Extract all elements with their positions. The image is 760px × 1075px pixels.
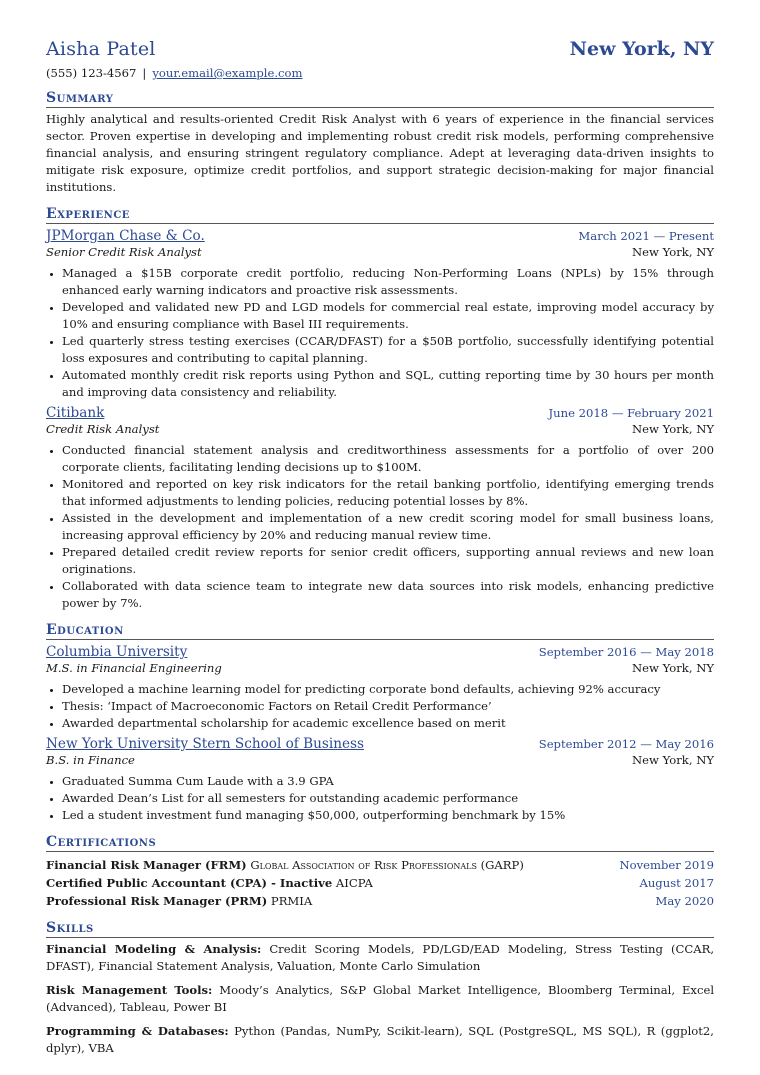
degree: B.S. in Finance	[46, 753, 135, 767]
job-city: New York, NY	[632, 245, 714, 259]
certification-row	[46, 856, 714, 874]
school-dates: September 2012 — May 2016	[538, 737, 714, 751]
skill-group	[46, 941, 714, 975]
email-link[interactable]: your.email@example.com	[152, 66, 303, 80]
job-bullet: • Conducted financial statement analysis and creditworthiness assessments for a portfolio of over 200 corporate clients, facilitating lending decisions up to $100M.	[62, 442, 714, 476]
employer-link[interactable]: Citibank	[46, 405, 105, 421]
job-bullet: • Automated monthly credit risk reports using Python and SQL, cutting reporting time by 30 hours per month and improving data consistency and reliability.	[62, 367, 714, 401]
candidate-location: New York, NY	[569, 38, 714, 60]
school-bullet: • Graduated Summa Cum Laude with a 3.9 GPA	[62, 773, 714, 790]
job-bullet: • Assisted in the development and implementation of a new credit scoring model for small business loans, increasing approval efficiency by 20% and reducing manual review time.	[62, 510, 714, 544]
job-bullet: • Managed a $15B corporate credit portfolio, reducing Non-Performing Loans (NPLs) by 15% through enhanced early warning indicators and proactive risk assessments.	[62, 265, 714, 299]
school-dates: September 2016 — May 2018	[538, 645, 714, 659]
job-dates: March 2021 — Present	[578, 229, 714, 243]
school-link[interactable]: Columbia University	[46, 644, 188, 660]
certification-date: August 2017	[639, 876, 714, 890]
summary-heading: Summary	[46, 90, 714, 108]
certifications-heading: Certifications	[46, 834, 714, 852]
job-bullet-list	[46, 265, 714, 401]
job-entry-citibank	[46, 405, 714, 612]
job-bullet: • Prepared detailed credit review reports for senior credit officers, supporting annual reviews and new loan originations.	[62, 544, 714, 578]
school-city: New York, NY	[632, 753, 714, 767]
certification-issuer: PRMIA	[270, 894, 313, 908]
skills-heading: Skills	[46, 920, 714, 938]
resume-header	[46, 38, 714, 60]
certification-issuer: Global Association of Risk Professionals (GARP)	[250, 858, 524, 872]
certification-name: Professional Risk Manager (PRM)	[46, 894, 268, 908]
certification-issuer: AICPA	[335, 876, 373, 890]
job-city: New York, NY	[632, 422, 714, 436]
school-bullet: • Thesis: ‘Impact of Macroeconomic Factors on Retail Credit Performance’	[62, 698, 714, 715]
school-bullet: • Awarded Dean’s List for all semesters for outstanding academic performance	[62, 790, 714, 807]
certification-date: November 2019	[619, 858, 714, 872]
certification-list	[46, 856, 714, 910]
school-bullet: • Developed a machine learning model for predicting corporate bond defaults, achieving 92% accuracy	[62, 681, 714, 698]
phone-number: (555) 123-4567	[46, 66, 137, 80]
job-dates: June 2018 — February 2021	[548, 406, 714, 420]
school-bullet-list	[46, 681, 714, 732]
school-city: New York, NY	[632, 661, 714, 675]
school-link[interactable]: New York University Stern School of Business	[46, 736, 364, 752]
certification-row	[46, 874, 714, 892]
school-bullet-list	[46, 773, 714, 824]
job-bullet: • Developed and validated new PD and LGD models for commercial real estate, improving model accuracy by 10% and ensuring compliance with Basel III requirements.	[62, 299, 714, 333]
job-title: Credit Risk Analyst	[46, 422, 160, 436]
school-entry-columbia	[46, 644, 714, 732]
certification-name: Financial Risk Manager (FRM)	[46, 858, 247, 872]
candidate-name: Aisha Patel	[46, 38, 156, 60]
skill-label: Financial Modeling & Analysis:	[46, 942, 262, 956]
contact-line	[46, 66, 714, 80]
school-bullet: • Led a student investment fund managing $50,000, outperforming benchmark by 15%	[62, 807, 714, 824]
job-entry-jpmorgan	[46, 228, 714, 401]
skill-group	[46, 1023, 714, 1057]
certification-row	[46, 892, 714, 910]
skill-text: Credit Scoring Models, PD/LGD/EAD Modeling, Stress Testing (CCAR, DFAST), Financial Statement Analysis, Valuation, Monte Carlo Simulation	[46, 942, 715, 973]
school-bullet: • Awarded departmental scholarship for academic excellence based on merit	[62, 715, 714, 732]
skill-label: Risk Management Tools:	[46, 983, 213, 997]
contact-separator: |	[142, 66, 147, 80]
experience-heading: Experience	[46, 206, 714, 224]
education-heading: Education	[46, 622, 714, 640]
job-title: Senior Credit Risk Analyst	[46, 245, 202, 259]
skill-group	[46, 982, 714, 1016]
job-bullet-list	[46, 442, 714, 612]
job-bullet: • Collaborated with data science team to integrate new data sources into risk models, enhancing predictive power by 7%.	[62, 578, 714, 612]
certification-name: Certified Public Accountant (CPA) - Inactive	[46, 876, 333, 890]
skill-text: Moody’s Analytics, S&P Global Market Intelligence, Bloomberg Terminal, Excel (Advanced), Tableau, Power BI	[46, 983, 715, 1014]
summary-text: Highly analytical and results-oriented Credit Risk Analyst with 6 years of experience in the financial services sector. Proven expertise in developing and implementing robust credit risk models, performing comprehensive financial analysis, and ensuring stringent regulatory compliance. Adept at leveraging data-driven insights to mitigate risk exposure, optimize credit portfolios, and support strategic decision-making for major financial institutions.	[46, 112, 714, 194]
school-entry-nyu	[46, 736, 714, 824]
degree: M.S. in Financial Engineering	[46, 661, 222, 675]
employer-link[interactable]: JPMorgan Chase & Co.	[46, 228, 205, 244]
job-bullet: • Monitored and reported on key risk indicators for the retail banking portfolio, identifying emerging trends that informed adjustments to lending policies, reducing potential losses by 8%.	[62, 476, 714, 510]
job-bullet: • Led quarterly stress testing exercises (CCAR/DFAST) for a $50B portfolio, successfully identifying potential loss exposures and contributing to capital planning.	[62, 333, 714, 367]
certification-date: May 2020	[655, 894, 714, 908]
skill-label: Programming & Databases:	[46, 1024, 229, 1038]
skill-text: Python (Pandas, NumPy, Scikit-learn), SQL (PostgreSQL, MS SQL), R (ggplot2, dplyr), VBA	[46, 1024, 714, 1055]
